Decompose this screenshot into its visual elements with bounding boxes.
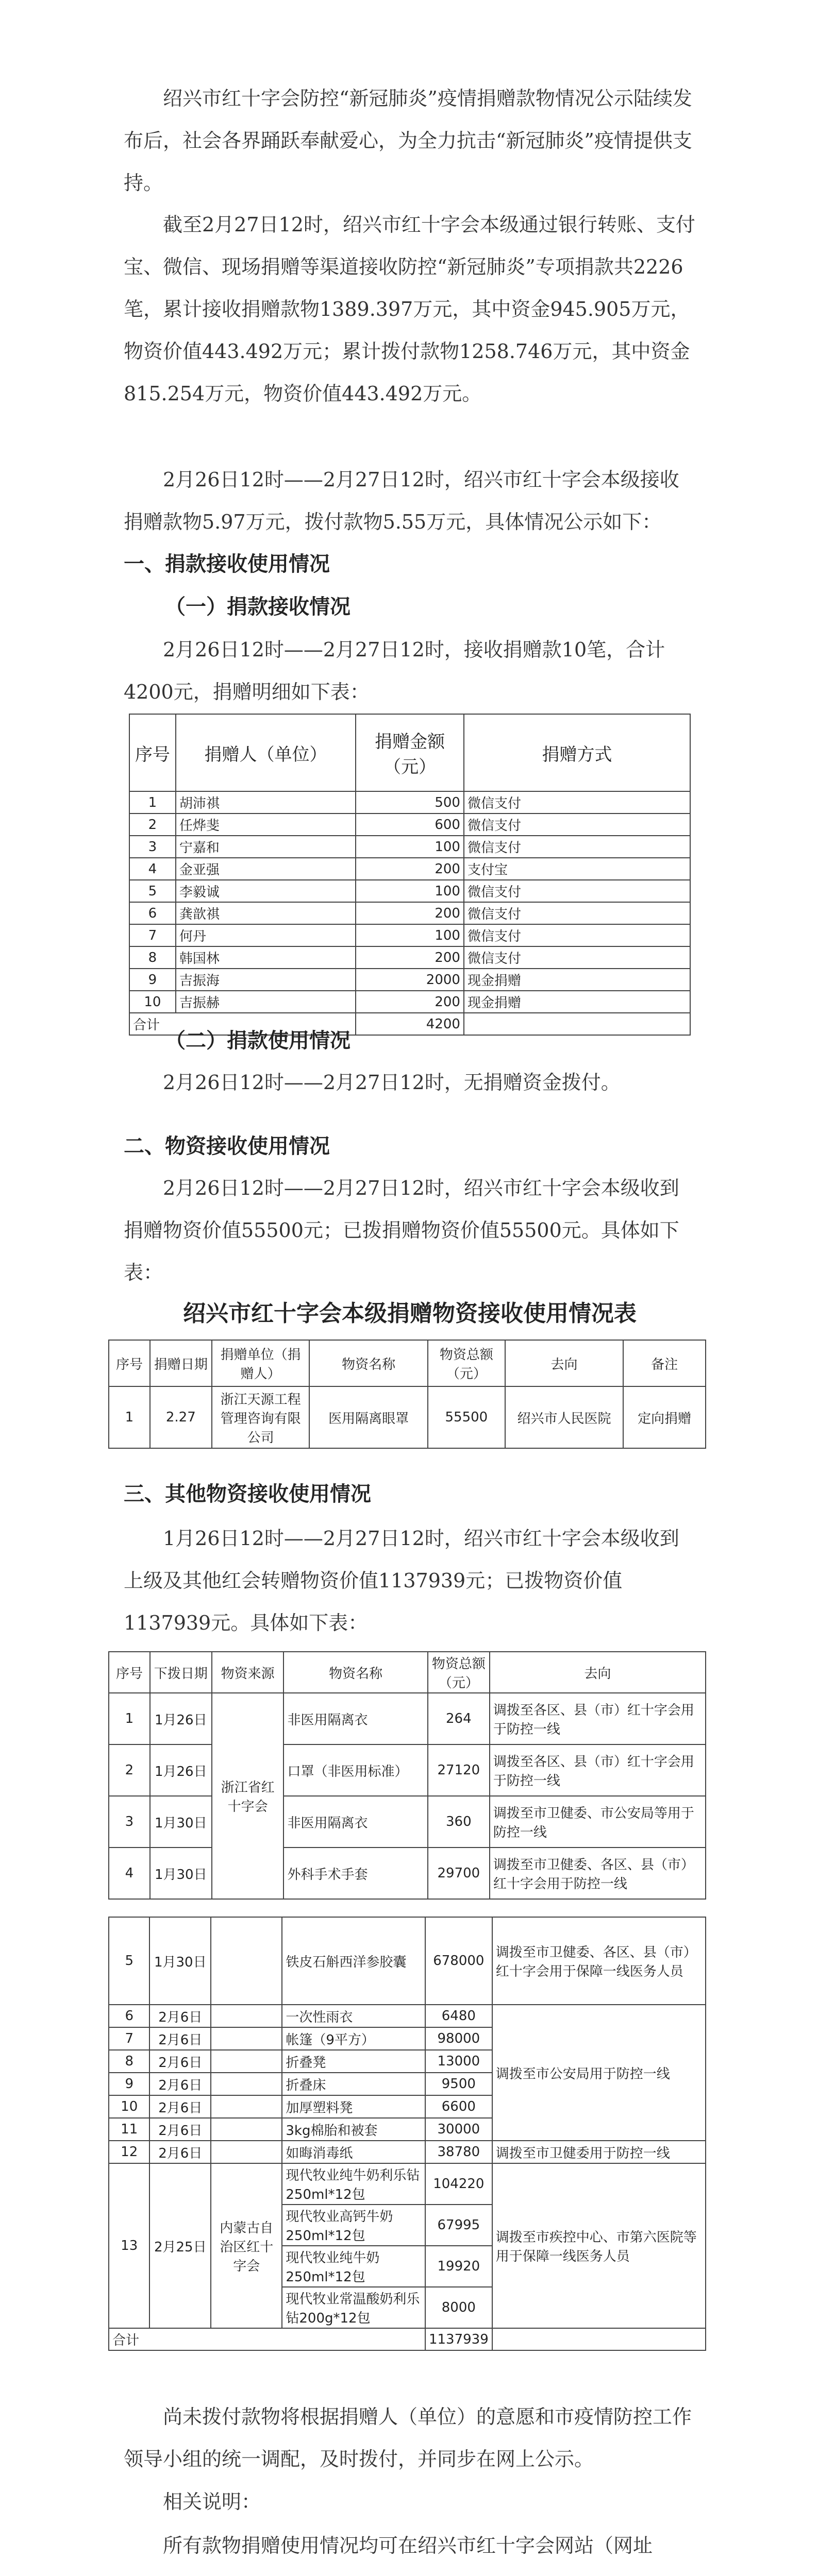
- other-amount: 678000: [425, 1917, 492, 2005]
- donation-method: 微信支付: [464, 836, 690, 858]
- other-amount: 27120: [428, 1744, 490, 1796]
- donation-index: 8: [129, 946, 176, 969]
- empty-cell: [492, 2328, 706, 2350]
- other-destination: 调拨至各区、县（市）红十字会用于防控一线: [490, 1693, 706, 1744]
- other-row: [109, 1744, 706, 1796]
- donation-amount: 200: [356, 991, 464, 1013]
- th-donor: 捐赠人（单位）: [176, 714, 356, 791]
- donation-amount: 600: [356, 814, 464, 836]
- donation-method: 微信支付: [464, 946, 690, 969]
- empty-cell: [211, 2027, 282, 2050]
- donor-name: 胡沛祺: [176, 791, 356, 814]
- donor-name: 吉振赫: [176, 991, 356, 1013]
- donation-amount: 100: [356, 836, 464, 858]
- empty-cell: [211, 2141, 282, 2163]
- donation-method: 现金捐赠: [464, 969, 690, 991]
- other-index: 7: [109, 2027, 149, 2050]
- donor-name: 宁嘉和: [176, 836, 356, 858]
- section1-sub2-text: 2月26日12时——2月27日12时，无捐赠资金拨付。: [163, 1071, 621, 1094]
- donor-name: 任烨斐: [176, 814, 356, 836]
- supplies-th: 捐赠日期: [150, 1340, 212, 1386]
- donation-row: [129, 836, 690, 858]
- donor-name: 韩国林: [176, 946, 356, 969]
- other-item-name: 现代牧业纯牛奶利乐钻250ml*12包: [282, 2163, 425, 2205]
- donation-index: 9: [129, 969, 176, 991]
- donation-method: 现金捐赠: [464, 991, 690, 1013]
- other-total-row: [109, 2328, 706, 2350]
- section2-heading: 二、物资接收使用情况: [124, 1134, 330, 1158]
- other-item-name: 铁皮石斛西洋参胶囊: [282, 1917, 425, 2005]
- other-date: 1月30日: [149, 1917, 211, 2005]
- other-item-name: 现代牧业纯牛奶250ml*12包: [282, 2246, 425, 2287]
- other-destination: 调拨至市卫健委、市公安局等用于防控一线: [490, 1796, 706, 1848]
- other-amount: 6480: [425, 2005, 492, 2027]
- other-date: 1月30日: [150, 1848, 212, 1899]
- other-item-name: 现代牧业高钙牛奶250ml*12包: [282, 2205, 425, 2246]
- supplies-table-header: [109, 1340, 706, 1386]
- other-index: 8: [109, 2050, 149, 2073]
- donation-amount: 200: [356, 902, 464, 924]
- donation-row: [129, 902, 690, 924]
- other-row: [109, 1917, 706, 2005]
- donation-row: [129, 924, 690, 946]
- donation-method: 微信支付: [464, 924, 690, 946]
- supplies-row: [109, 1386, 706, 1448]
- other-amount: 19920: [425, 2246, 492, 2287]
- donation-method: 微信支付: [464, 814, 690, 836]
- donation-method: 微信支付: [464, 902, 690, 924]
- section1-sub2: （二）捐款使用情况: [165, 1028, 350, 1053]
- donor-name: 李毅诚: [176, 880, 356, 902]
- donation-amount: 500: [356, 791, 464, 814]
- other-amount: 104220: [425, 2163, 492, 2205]
- supplies-th: 备注: [623, 1340, 706, 1386]
- supplies-th: 物资名称: [309, 1340, 428, 1386]
- donation-amount: 2000: [356, 969, 464, 991]
- other-amount: 38780: [425, 2141, 492, 2163]
- other-row: [109, 1848, 706, 1899]
- supplies-cell: 定向捐赠: [623, 1386, 706, 1448]
- other-total-value: 1137939: [425, 2328, 492, 2350]
- other-supplies-table-a: [108, 1651, 706, 1900]
- other-th: 物资总额（元）: [428, 1652, 490, 1693]
- section3-heading: 三、其他物资接收使用情况: [124, 1482, 371, 1506]
- other-row: [109, 2163, 706, 2205]
- th-amount: 捐赠金额（元）: [356, 714, 464, 791]
- other-index: 6: [109, 2005, 149, 2027]
- other-th: 物资名称: [283, 1652, 427, 1693]
- other-amount: 98000: [425, 2027, 492, 2050]
- other-row: [109, 1796, 706, 1848]
- other-row: [109, 2141, 706, 2163]
- supplies-cell: 1: [109, 1386, 150, 1448]
- donation-amount: 200: [356, 858, 464, 880]
- donation-row: [129, 858, 690, 880]
- donor-name: 金亚强: [176, 858, 356, 880]
- other-date: 2月6日: [149, 2027, 211, 2050]
- section1-heading: 一、捐款接收使用情况: [124, 552, 330, 576]
- other-date: 2月6日: [149, 2050, 211, 2073]
- other-destination: 调拨至市公安局用于防控一线: [492, 2005, 706, 2141]
- other-index: 3: [109, 1796, 150, 1848]
- other-index: 1: [109, 1693, 150, 1744]
- other-index: 2: [109, 1744, 150, 1796]
- other-index: 10: [109, 2095, 149, 2118]
- section2-text: 2月26日12时——2月27日12时，绍兴市红十字会本级收到捐赠物资价值55500元；已拨捐赠物资价值55500元。具体如下表：: [124, 1177, 679, 1284]
- other-item-name: 如晦消毒纸: [282, 2141, 425, 2163]
- intro-paragraph-1: 绍兴市红十字会防控“新冠肺炎”疫情捐赠款物情况公示陆续发布后，社会各界踊跃奉献爱心，为全力抗击“新冠肺炎”疫情提供支持。: [124, 87, 692, 194]
- other-amount: 6600: [425, 2095, 492, 2118]
- other-item-name: 折叠凳: [282, 2050, 425, 2073]
- donation-row: [129, 991, 690, 1013]
- other-destination: 调拨至市卫健委、各区、县（市）红十字会用于保障一线医务人员: [492, 1917, 706, 2005]
- empty-cell: [211, 2073, 282, 2095]
- donation-row: [129, 946, 690, 969]
- other-source: 浙江省红十字会: [212, 1693, 284, 1899]
- intro-paragraph-2: 截至2月27日12时，绍兴市红十字会本级通过银行转账、支付宝、微信、现场捐赠等渠道接收防控“新冠肺炎”专项捐款共2226笔，累计接收捐赠款物1389.397万元，其中资金945.905万元，物资价值443.492万元；累计拨付款物1258.746万元，其中资金815.254万元，物资价值443.492万元。: [124, 213, 695, 405]
- notes-paragraph-1: 尚未拨付款物将根据捐赠人（单位）的意愿和市疫情防控工作领导小组的统一调配，及时拨付，并同步在网上公示。: [124, 2405, 692, 2470]
- donation-row: [129, 814, 690, 836]
- empty-cell: [211, 2050, 282, 2073]
- donation-method: 微信支付: [464, 880, 690, 902]
- donation-index: 2: [129, 814, 176, 836]
- donation-index: 10: [129, 991, 176, 1013]
- other-destination: 调拨至市卫健委用于防控一线: [492, 2141, 706, 2163]
- empty-cell: [211, 1917, 282, 2005]
- donor-name: 吉振海: [176, 969, 356, 991]
- section1-sub1: （一）捐款接收情况: [165, 595, 350, 619]
- notes-paragraph-2: 相关说明：: [163, 2490, 261, 2513]
- other-amount: 30000: [425, 2118, 492, 2141]
- other-item-name: 帐篷（9平方）: [282, 2027, 425, 2050]
- other-amount: 360: [428, 1796, 490, 1848]
- other-date: 1月26日: [150, 1744, 212, 1796]
- other-th: 下拨日期: [150, 1652, 212, 1693]
- other-item-name: 现代牧业常温酸奶利乐钻200g*12包: [282, 2287, 425, 2328]
- other-amount: 264: [428, 1693, 490, 1744]
- other-index: 4: [109, 1848, 150, 1899]
- donor-name: 龚歆祺: [176, 902, 356, 924]
- supplies-cell: 2.27: [150, 1386, 212, 1448]
- supplies-th: 物资总额（元）: [428, 1340, 505, 1386]
- empty-cell: [211, 2005, 282, 2027]
- supplies-table-title: 绍兴市红十字会本级捐赠物资接收使用情况表: [183, 1300, 637, 1327]
- donation-index: 4: [129, 858, 176, 880]
- supplies-cell: 医用隔离眼罩: [309, 1386, 428, 1448]
- other-item-name: 非医用隔离衣: [283, 1693, 427, 1744]
- donation-method: 支付宝: [464, 858, 690, 880]
- other-supplies-table-b: [108, 1917, 706, 2351]
- other-date: 2月6日: [149, 2073, 211, 2095]
- donation-total-value: 4200: [356, 1013, 464, 1035]
- other-th: 去向: [490, 1652, 706, 1693]
- empty-cell: [211, 2118, 282, 2141]
- donation-row: [129, 880, 690, 902]
- other-item-name: 非医用隔离衣: [283, 1796, 427, 1848]
- supplies-th: 捐赠单位（捐赠人）: [212, 1340, 310, 1386]
- donation-amount: 100: [356, 924, 464, 946]
- other-source: 内蒙古自治区红十字会: [211, 2163, 282, 2328]
- supplies-th: 序号: [109, 1340, 150, 1386]
- supplies-cell: 绍兴市人民医院: [505, 1386, 624, 1448]
- intro-paragraph-3: 2月26日12时——2月27日12时，绍兴市红十字会本级接收捐赠款物5.97万元，拨付款物5.55万元，具体情况公示如下：: [124, 468, 679, 533]
- other-item-name: 外科手术手套: [283, 1848, 427, 1899]
- donation-index: 3: [129, 836, 176, 858]
- other-amount: 13000: [425, 2050, 492, 2073]
- other-amount: 9500: [425, 2073, 492, 2095]
- donation-row: [129, 969, 690, 991]
- other-table-header: [109, 1652, 706, 1693]
- donation-table: [129, 714, 691, 1036]
- other-item-name: 口罩（非医用标准）: [283, 1744, 427, 1796]
- other-date: 2月6日: [149, 2095, 211, 2118]
- other-index: 5: [109, 1917, 149, 2005]
- other-index: 9: [109, 2073, 149, 2095]
- notes-paragraph-3: 所有款物捐赠使用情况均可在绍兴市红十字会网站（网址: [163, 2534, 653, 2557]
- other-destination: 调拨至市疾控中心、市第六医院等用于保障一线医务人员: [492, 2163, 706, 2328]
- other-destination: 调拨至各区、县（市）红十字会用于防控一线: [490, 1744, 706, 1796]
- th-index: 序号: [129, 714, 176, 791]
- other-row: [109, 1693, 706, 1744]
- other-date: 2月6日: [149, 2118, 211, 2141]
- donation-amount: 200: [356, 946, 464, 969]
- other-amount: 8000: [425, 2287, 492, 2328]
- donation-table-header: [129, 714, 690, 791]
- other-th: 序号: [109, 1652, 150, 1693]
- other-date: 2月6日: [149, 2005, 211, 2027]
- donation-row: [129, 791, 690, 814]
- empty-cell: [211, 2095, 282, 2118]
- other-index: 11: [109, 2118, 149, 2141]
- other-index: 12: [109, 2141, 149, 2163]
- other-item-name: 一次性雨衣: [282, 2005, 425, 2027]
- supplies-table: [108, 1340, 706, 1449]
- other-date: 1月26日: [150, 1693, 212, 1744]
- section1-sub1-text: 2月26日12时——2月27日12时，接收捐赠款10笔，合计4200元，捐赠明细如下表：: [124, 638, 665, 703]
- other-th: 物资来源: [212, 1652, 284, 1693]
- other-date: 1月30日: [150, 1796, 212, 1848]
- other-item-name: 加厚塑料凳: [282, 2095, 425, 2118]
- supplies-cell: 55500: [428, 1386, 505, 1448]
- section3-text: 1月26日12时——2月27日12时，绍兴市红十字会本级收到上级及其他红会转赠物资价值1137939元；已拨物资价值1137939元。具体如下表：: [124, 1527, 679, 1634]
- other-destination: 调拨至市卫健委、各区、县（市）红十字会用于防控一线: [490, 1848, 706, 1899]
- other-index: 13: [109, 2163, 149, 2328]
- donation-amount: 100: [356, 880, 464, 902]
- donation-total-label: 合计: [129, 1013, 356, 1035]
- other-amount: 67995: [425, 2205, 492, 2246]
- donation-index: 7: [129, 924, 176, 946]
- donation-index: 6: [129, 902, 176, 924]
- other-date: 2月6日: [149, 2141, 211, 2163]
- other-item-name: 折叠床: [282, 2073, 425, 2095]
- supplies-th: 去向: [505, 1340, 624, 1386]
- donation-index: 1: [129, 791, 176, 814]
- donor-name: 何丹: [176, 924, 356, 946]
- donation-index: 5: [129, 880, 176, 902]
- other-total-label: 合计: [109, 2328, 425, 2350]
- th-method: 捐赠方式: [464, 714, 690, 791]
- donation-method: 微信支付: [464, 791, 690, 814]
- other-item-name: 3kg棉胎和被套: [282, 2118, 425, 2141]
- other-date: 2月25日: [149, 2163, 211, 2328]
- other-amount: 29700: [428, 1848, 490, 1899]
- supplies-cell: 浙江天源工程管理咨询有限公司: [212, 1386, 310, 1448]
- empty-cell: [464, 1013, 690, 1035]
- other-row: [109, 2005, 706, 2027]
